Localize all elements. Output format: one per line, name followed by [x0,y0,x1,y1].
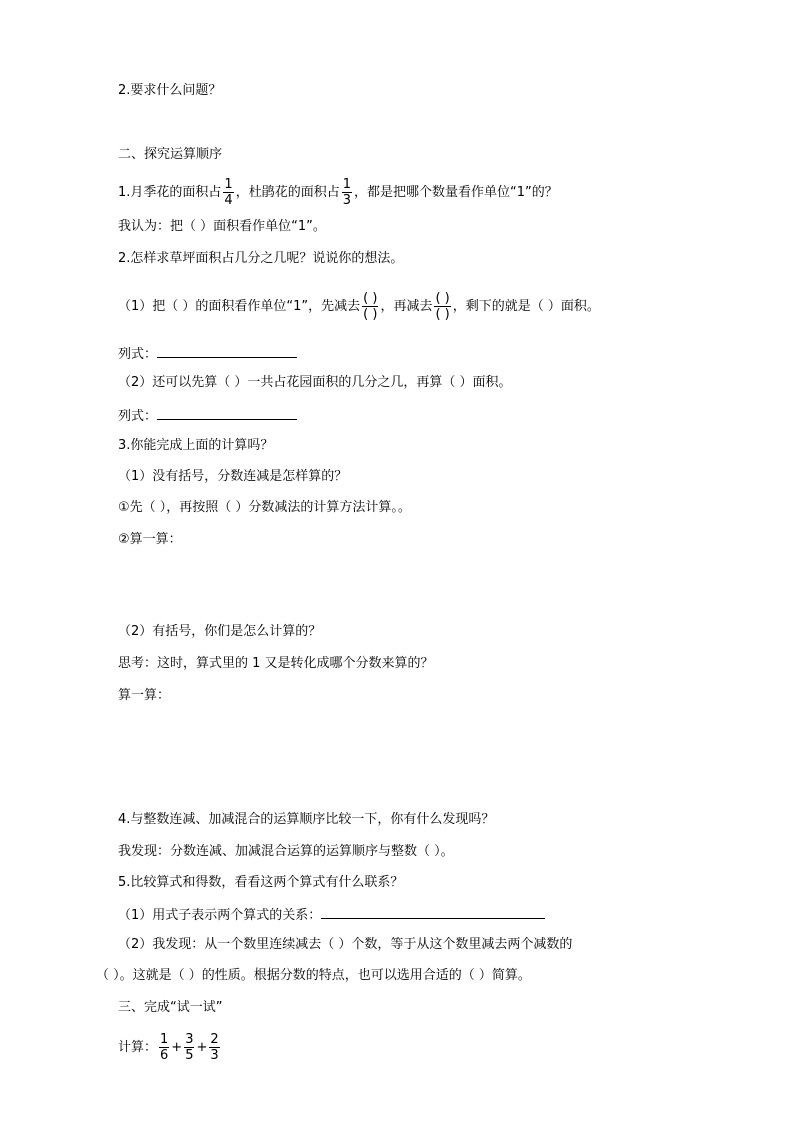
question-2-3-2: （2）有括号，你们是怎么计算的？ [118,624,322,639]
formula-label: 列式： [118,347,158,362]
question-2-3-1-step-b: ②算一算： [118,532,182,547]
question-2-5-1-text: （1）用式子表示两个算式的关系： [118,908,322,923]
plus-sign: + [171,1040,183,1055]
fraction-one-third: $\frac{1}{3}$ [342,177,351,208]
question-1-text-b: ，杜鹃花的面积占 [235,185,340,200]
question-1-text-a: 1.月季花的面积占 [118,185,222,200]
question-2-5-2-b: （ ）。这就是（ ）的性质。根据分数的特点，也可以选用合适的（ ）简算。 [96,968,531,983]
formula-label: 列式： [118,409,158,424]
question-1-line [118,177,558,208]
answer-2-4: 我发现：分数连减、加减混合运算的运算顺序与整数（ ）。 [118,844,454,859]
formula-answer-line [157,405,297,420]
question-2-4: 4.与整数连减、加减混合的运算顺序比较一下，你有什么发现吗？ [118,812,495,827]
question-2-2-1-text-a: （1）把（ ）的面积看作单位“1”，先减去 [118,299,361,314]
blank-fraction: $\frac{( )}{( )}$ [435,291,450,322]
formula-answer-line [157,343,297,358]
blank-fraction: $\frac{( )}{( )}$ [363,291,378,322]
fraction-two-thirds: $\frac{2}{3}$ [210,1032,219,1063]
question-2-5: 5.比较算式和得数，看看这两个算式有什么联系？ [118,875,404,890]
question-2-2-1-text-b: ，再减去 [380,299,433,314]
question-2-3-1: （1）没有括号，分数连减是怎样算的？ [118,469,348,484]
question-2-3-2-calc: 算一算： [118,688,171,703]
question-2-3: 3.你能完成上面的计算吗？ [118,438,274,453]
question-1-text-c: ，都是把哪个数量看作单位“1”的？ [353,185,558,200]
question-2-3-2-think: 思考：这时，算式里的 1 又是转化成哪个分数来算的？ [118,656,434,671]
fraction-three-fifths: $\frac{3}{5}$ [185,1032,194,1063]
formula-line-1 [118,343,297,365]
question-2-2-1-line [118,291,600,322]
question-2-2: 2.怎样求草坪面积占几分之几呢？说说你的想法。 [118,251,404,266]
relation-answer-line [321,904,545,919]
question-2-5-1-line [118,904,545,926]
fraction-one-quarter: $\frac{1}{4}$ [224,177,233,208]
try-calc-line [118,1032,222,1063]
question-2-5-2-a: （2）我发现：从一个数里连续减去（ ）个数，等于从这个数里减去两个减数的 [118,937,573,952]
question-2: 2.要求什么问题？ [118,83,222,98]
section-heading-3: 三、完成“试一试” [118,1000,223,1015]
question-2-2-2: （2）还可以先算（ ）一共占花园面积的几分之几，再算（ ）面积。 [118,375,512,390]
fraction-one-sixth: $\frac{1}{6}$ [160,1032,169,1063]
formula-line-2 [118,405,297,427]
plus-sign: + [196,1040,208,1055]
question-2-3-1-step-a: ①先（ ），再按照（ ）分数减法的计算方法计算。。 [118,500,411,515]
try-calc-label: 计算： [118,1040,158,1055]
section-heading-2: 二、探究运算顺序 [118,147,223,162]
question-2-2-1-text-c: ，剩下的就是（ ）面积。 [452,299,600,314]
answer-1: 我认为：把（ ）面积看作单位“1”。 [118,219,326,234]
